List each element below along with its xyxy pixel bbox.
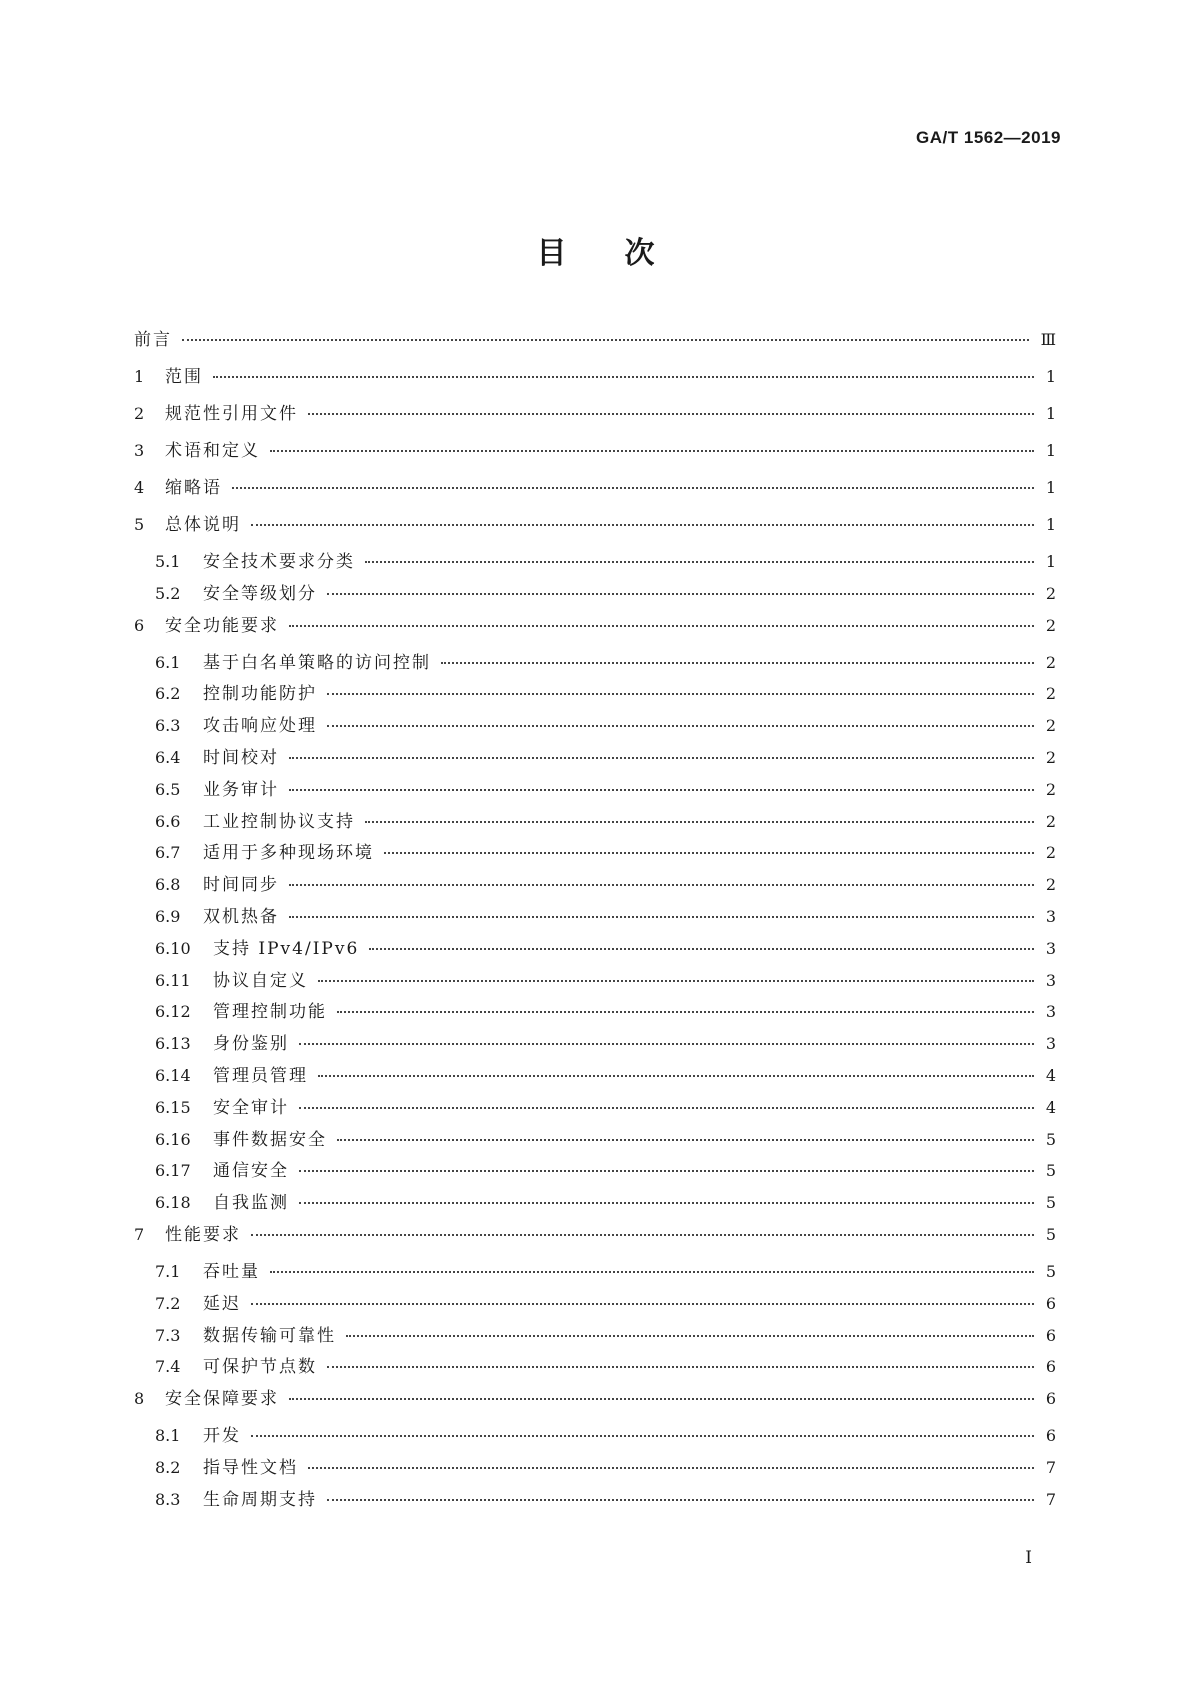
toc-entry-page: 2 [1045,615,1056,635]
toc-entry-page: 5 [1045,1161,1056,1181]
toc-dot-leader [289,625,1034,627]
toc-entry-title: 攻击响应处理 [203,716,317,737]
toc-entry-page: Ⅲ [1040,330,1056,349]
toc-dot-leader [337,1011,1034,1013]
toc-entry-number: 6.3 [155,716,181,736]
toc-dot-leader [251,524,1034,526]
toc-dot-leader [289,916,1034,918]
toc-entry-page: 6 [1045,1389,1056,1409]
toc-dot-leader [337,1139,1034,1141]
toc-entry[interactable] [134,404,1056,441]
toc-entry-title: 适用于多种现场环境 [203,843,374,864]
toc-entry-title: 身份鉴别 [213,1034,289,1055]
toc-entry-number: 6.1 [155,652,181,672]
table-of-contents [134,330,1056,1522]
toc-entry-title: 时间同步 [203,875,279,896]
toc-entry-title: 范围 [165,367,203,387]
toc-entry-title: 数据传输可靠性 [203,1325,336,1346]
toc-entry-page: 1 [1045,515,1056,534]
toc-entry-title: 业务审计 [203,779,279,800]
toc-entry-number: 5.2 [155,583,181,603]
toc-entry-number: 6.16 [155,1129,191,1149]
toc-entry[interactable] [134,1326,1056,1358]
toc-entry[interactable] [134,939,1056,971]
page-number: I [1025,1548,1032,1568]
toc-entry-page: 1 [1045,478,1056,497]
toc-dot-leader [318,1075,1034,1077]
toc-entry-title: 指导性文档 [203,1457,298,1478]
toc-entry-number: 7.3 [155,1325,181,1345]
toc-entry-title: 支持 IPv4/IPv6 [213,938,360,959]
toc-entry-page: 5 [1045,1261,1056,1281]
toc-dot-leader [327,693,1034,695]
toc-entry-number: 7.2 [155,1293,181,1313]
toc-entry-title: 总体说明 [165,515,241,535]
toc-entry[interactable] [134,552,1056,584]
toc-dot-leader [182,339,1029,341]
toc-entry-page: 1 [1045,552,1056,571]
toc-entry[interactable] [134,748,1056,780]
toc-dot-leader [270,450,1034,452]
toc-entry[interactable] [134,1193,1056,1225]
toc-dot-leader [308,413,1034,415]
toc-entry[interactable] [134,684,1056,716]
toc-entry-number: 6.5 [155,779,181,799]
toc-entry[interactable] [134,367,1056,404]
toc-entry-number: 5.1 [155,552,181,571]
toc-entry-number: 6.2 [155,684,181,704]
toc-entry[interactable] [134,716,1056,748]
toc-entry-page: 2 [1045,779,1056,799]
toc-dot-leader [251,1234,1034,1236]
toc-dot-leader [441,662,1034,664]
toc-entry-number: 6 [134,615,145,635]
toc-entry[interactable] [134,515,1056,552]
toc-entry-page: 3 [1045,938,1056,958]
toc-entry-number: 6.15 [155,1097,191,1117]
toc-entry[interactable] [134,478,1056,515]
toc-entry-page: 5 [1045,1224,1056,1244]
toc-entry[interactable] [134,616,1056,653]
toc-entry[interactable] [134,1002,1056,1034]
toc-dot-leader [327,1366,1034,1368]
toc-dot-leader [299,1107,1034,1109]
toc-entry[interactable] [134,875,1056,907]
toc-entry-page: 6 [1045,1325,1056,1345]
toc-entry[interactable] [134,1458,1056,1490]
toc-entry-title: 控制功能防护 [203,684,317,705]
toc-entry-page: 6 [1045,1426,1056,1446]
toc-entry-title: 时间校对 [203,747,279,768]
toc-entry-page: 5 [1045,1129,1056,1149]
toc-entry-title: 基于白名单策略的访问控制 [203,652,431,673]
toc-entry-page: 2 [1045,716,1056,736]
toc-dot-leader [299,1202,1034,1204]
toc-entry-title: 安全审计 [213,1097,289,1118]
toc-dot-leader [299,1170,1034,1172]
toc-entry-title: 开发 [203,1426,241,1447]
toc-entry-page: 4 [1045,1097,1056,1117]
toc-entry[interactable] [134,812,1056,844]
toc-entry-number: 3 [134,441,145,460]
toc-dot-leader [327,1499,1034,1501]
toc-entry[interactable] [134,843,1056,875]
toc-entry-number: 6.6 [155,811,181,831]
toc-entry[interactable] [134,780,1056,812]
toc-entry-number: 1 [134,367,145,386]
toc-dot-leader [327,725,1034,727]
toc-entry-title: 协议自定义 [213,970,308,991]
toc-entry[interactable] [134,1130,1056,1162]
toc-entry[interactable] [134,330,1056,367]
toc-dot-leader [369,948,1034,950]
toc-entry[interactable] [134,1490,1056,1522]
toc-entry-number: 4 [134,478,145,497]
toc-entry-number: 6.11 [155,970,191,990]
toc-entry-title: 安全保障要求 [165,1389,279,1410]
toc-entry-title: 规范性引用文件 [165,404,298,424]
toc-entry-title: 生命周期支持 [203,1489,317,1510]
toc-entry-page: 2 [1045,747,1056,767]
toc-entry-title: 可保护节点数 [203,1357,317,1378]
toc-dot-leader [365,561,1034,563]
standard-code: GA/T 1562—2019 [916,128,1061,147]
toc-dot-leader [299,1043,1034,1045]
toc-entry-page: 3 [1045,1002,1056,1022]
toc-entry[interactable] [134,907,1056,939]
toc-dot-leader [365,821,1034,823]
toc-entry-number: 6.9 [155,906,181,926]
toc-entry-title: 吞吐量 [203,1261,260,1282]
toc-entry-title: 性能要求 [165,1224,241,1245]
toc-entry-number: 5 [134,515,145,534]
toc-entry[interactable] [134,1161,1056,1193]
toc-dot-leader [346,1335,1034,1337]
toc-entry-number: 8 [134,1389,145,1409]
toc-entry[interactable] [134,1357,1056,1389]
toc-entry[interactable] [134,1098,1056,1130]
toc-entry[interactable] [134,1262,1056,1294]
toc-entry-page: 2 [1045,684,1056,704]
toc-entry-number: 7 [134,1224,145,1244]
toc-entry-page: 3 [1045,906,1056,926]
toc-entry-page: 2 [1045,843,1056,863]
toc-entry-page: 5 [1045,1193,1056,1213]
toc-dot-leader [251,1303,1034,1305]
toc-dot-leader [318,980,1034,982]
toc-entry-number: 6.13 [155,1034,191,1054]
toc-dot-leader [232,487,1034,489]
toc-dot-leader [289,789,1034,791]
toc-entry-number: 6.12 [155,1002,191,1022]
toc-entry-number: 6.18 [155,1193,191,1213]
toc-entry[interactable] [134,971,1056,1003]
toc-entry-page: 7 [1045,1457,1056,1477]
toc-entry-title: 缩略语 [165,478,222,498]
toc-entry-title: 前言 [134,330,172,350]
toc-entry-number: 2 [134,404,145,423]
toc-dot-leader [289,757,1034,759]
toc-entry-title: 术语和定义 [165,441,260,461]
toc-entry-number: 8.1 [155,1426,181,1446]
toc-entry-page: 1 [1045,441,1056,460]
toc-entry-page: 2 [1045,875,1056,895]
toc-entry[interactable] [134,1426,1056,1458]
toc-entry-title: 自我监测 [213,1193,289,1214]
toc-entry-number: 6.17 [155,1161,191,1181]
toc-entry-title: 通信安全 [213,1161,289,1182]
toc-entry-page: 7 [1045,1489,1056,1509]
toc-entry-page: 2 [1045,811,1056,831]
toc-entry-page: 2 [1045,652,1056,672]
page-title: 目次 [536,236,713,271]
toc-entry-title: 延迟 [203,1293,241,1314]
toc-entry-title: 事件数据安全 [213,1129,327,1150]
toc-dot-leader [308,1467,1034,1469]
toc-dot-leader [384,852,1034,854]
toc-entry-number: 6.7 [155,843,181,863]
toc-dot-leader [251,1435,1034,1437]
toc-entry-page: 1 [1045,367,1056,386]
toc-dot-leader [327,593,1034,595]
toc-entry-number: 6.14 [155,1065,191,1085]
toc-dot-leader [289,1398,1034,1400]
toc-entry[interactable] [134,1066,1056,1098]
toc-entry[interactable] [134,584,1056,616]
toc-entry-number: 6.4 [155,747,181,767]
toc-entry[interactable] [134,1034,1056,1066]
toc-entry[interactable] [134,1225,1056,1262]
toc-entry[interactable] [134,653,1056,685]
toc-entry-page: 6 [1045,1293,1056,1313]
toc-entry-page: 2 [1045,583,1056,603]
toc-dot-leader [270,1271,1034,1273]
toc-entry-number: 6.10 [155,938,191,958]
toc-dot-leader [289,884,1034,886]
toc-entry-title: 管理控制功能 [213,1002,327,1023]
toc-entry-number: 7.4 [155,1357,181,1377]
toc-entry-title: 工业控制协议支持 [203,811,355,832]
toc-entry-title: 双机热备 [203,906,279,927]
toc-entry[interactable] [134,1389,1056,1426]
toc-entry-page: 3 [1045,970,1056,990]
toc-entry[interactable] [134,441,1056,478]
toc-entry[interactable] [134,1294,1056,1326]
toc-entry-title: 安全技术要求分类 [203,552,355,572]
toc-entry-title: 管理员管理 [213,1065,308,1086]
toc-entry-page: 4 [1045,1065,1056,1085]
toc-entry-page: 3 [1045,1034,1056,1054]
toc-entry-title: 安全功能要求 [165,615,279,636]
toc-entry-page: 1 [1045,404,1056,423]
toc-entry-number: 6.8 [155,875,181,895]
toc-entry-number: 7.1 [155,1261,181,1281]
toc-entry-number: 8.3 [155,1489,181,1509]
toc-entry-number: 8.2 [155,1457,181,1477]
toc-entry-page: 6 [1045,1357,1056,1377]
toc-dot-leader [213,376,1034,378]
toc-entry-title: 安全等级划分 [203,583,317,604]
